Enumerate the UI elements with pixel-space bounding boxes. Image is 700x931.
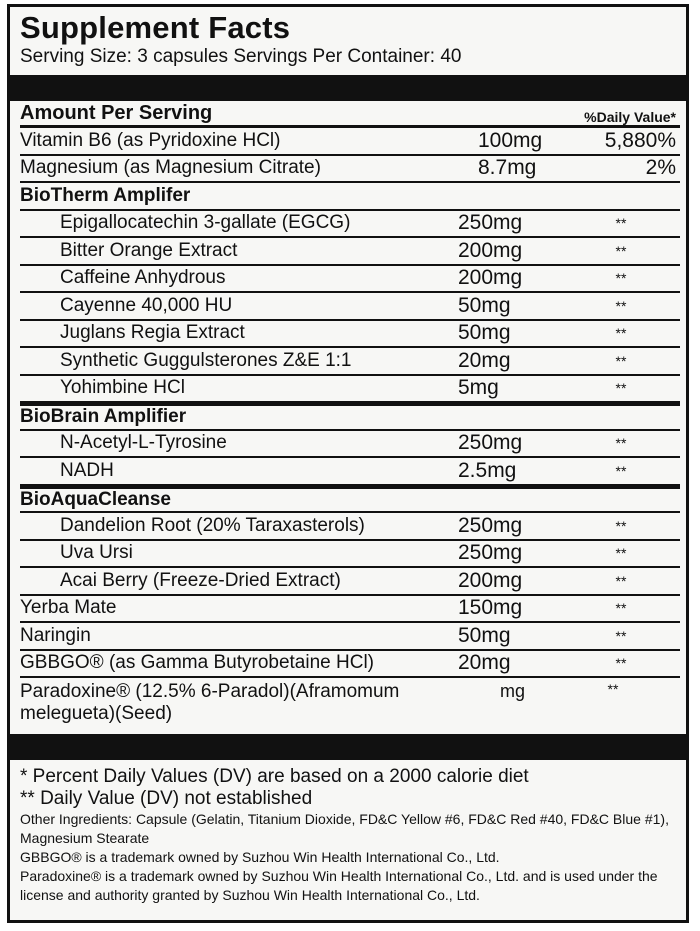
ingredient-dv: ** (615, 600, 627, 617)
nutrient-name: Magnesium (as Magnesium Citrate) (20, 157, 321, 179)
nutrient-dv: 2% (645, 156, 676, 180)
ingredient-amount: 250mg (458, 211, 523, 235)
ingredient-amount: 200mg (458, 266, 523, 290)
ingredient-dv: ** (615, 655, 627, 672)
ingredient-dv: ** (607, 681, 619, 697)
trademark-gbbgo: GBBGO® is a trademark owned by Suzhou Win Health International Co., Ltd. (20, 849, 500, 865)
nutrient-amount: 8.7mg (478, 156, 537, 180)
amount-per-serving-header: Amount Per Serving (20, 102, 213, 124)
ingredient-dv: ** (615, 297, 627, 314)
ingredient-name: Yerba Mate (20, 597, 117, 619)
panel-title: Supplement Facts (20, 10, 291, 45)
ingredient-amount: 250mg (458, 513, 523, 537)
ingredient-amount: 5mg (458, 376, 499, 400)
ingredient-dv: ** (615, 215, 627, 232)
ingredient-amount: 250mg (458, 431, 523, 455)
ingredient-dv: ** (615, 545, 627, 562)
table-row (20, 293, 680, 321)
ingredient-name: GBBGO® (as Gamma Butyrobetaine HCl) (20, 652, 374, 674)
ingredient-amount: 50mg (458, 293, 511, 317)
ingredient-name: N-Acetyl-L-Tyrosine (60, 432, 227, 454)
ingredient-name: Synthetic Guggulsterones Z&E 1:1 (60, 349, 352, 371)
section-title: BioTherm Amplifer (20, 184, 191, 206)
table-row (20, 128, 680, 156)
ingredient-name: Uva Ursi (60, 542, 133, 564)
ingredient-dv: ** (615, 270, 627, 287)
ingredient-dv: ** (615, 517, 627, 534)
ingredient-dv: ** (615, 627, 627, 644)
ingredient-name: Yohimbine HCl (60, 377, 185, 399)
ingredient-name: Bitter Orange Extract (60, 239, 238, 261)
divider-bar-bottom (10, 734, 686, 760)
section-title: BioBrain Amplifier (20, 406, 187, 428)
section-heading-biobrain (20, 403, 680, 431)
nutrient-name: Vitamin B6 (as Pyridoxine HCl) (20, 129, 281, 151)
table-header (20, 101, 680, 128)
ingredient-dv: ** (615, 435, 627, 452)
section-heading-biotherm (20, 183, 680, 211)
nutrient-dv: 5,880% (604, 128, 676, 152)
ingredient-amount: 150mg (458, 596, 523, 620)
table-row (20, 376, 680, 404)
ingredient-name: Dandelion Root (20% Taraxasterols) (60, 514, 365, 536)
table-row (20, 513, 680, 541)
ingredient-amount: 50mg (458, 623, 511, 647)
ingredient-dv: ** (615, 352, 627, 369)
table-row (20, 651, 680, 679)
ingredient-name: Epigallocatechin 3-gallate (EGCG) (60, 212, 351, 234)
ingredient-name: Caffeine Anhydrous (60, 267, 226, 289)
ingredient-amount: 20mg (458, 348, 511, 372)
ingredient-amount: 200mg (458, 568, 523, 592)
ingredient-name: Acai Berry (Freeze-Dried Extract) (60, 569, 341, 591)
ingredient-amount: 250mg (458, 541, 523, 565)
table-row (20, 238, 680, 266)
table-row (20, 623, 680, 651)
footnote-not-established: ** Daily Value (DV) not established (20, 788, 313, 809)
supplement-facts-panel (7, 4, 689, 923)
ingredient-amount: 20mg (458, 651, 511, 675)
footnote-daily-value: * Percent Daily Values (DV) are based on a 2000 calorie diet (20, 766, 529, 787)
table-row (20, 156, 680, 184)
ingredient-dv: ** (615, 572, 627, 589)
divider-bar-top (10, 75, 686, 101)
table-row (20, 266, 680, 294)
ingredient-amount: 50mg (458, 321, 511, 345)
ingredient-name: NADH (60, 459, 114, 481)
ingredient-name: Juglans Regia Extract (60, 322, 245, 344)
ingredient-dv: ** (615, 462, 627, 479)
ingredient-dv: ** (615, 380, 627, 397)
other-ingredients: Other Ingredients: Capsule (Gelatin, Titanium Dioxide, FD&C Yellow #6, FD&C Red #40, FD&C Blue #1), Magnesium Stearate (20, 811, 669, 846)
table-row (20, 211, 680, 239)
section-title: BioAquaCleanse (20, 488, 171, 510)
daily-value-header: %Daily Value* (584, 109, 676, 125)
serving-info: Serving Size: 3 capsules Servings Per Container: 40 (20, 46, 462, 67)
ingredient-amount: mg (500, 681, 526, 701)
ingredient-name: Cayenne 40,000 HU (60, 294, 233, 316)
ingredient-name: Paradoxine® (12.5% 6-Paradol)(Aframomum melegueta)(Seed) (20, 681, 400, 724)
section-heading-bioaquacleanse (20, 486, 680, 514)
ingredient-amount: 2.5mg (458, 458, 517, 482)
ingredient-name: Naringin (20, 624, 91, 646)
table-row (20, 596, 680, 624)
table-row (20, 348, 680, 376)
table-row-paradoxine (20, 678, 680, 726)
table-row (20, 431, 680, 459)
table-row (20, 541, 680, 569)
ingredient-dv: ** (615, 242, 627, 259)
trademark-paradoxine: Paradoxine® is a trademark owned by Suzhou Win Health International Co., Ltd. and is used under the license and authority granted by Suzhou Win Health International Co., Ltd. (20, 868, 658, 903)
nutrient-amount: 100mg (478, 128, 543, 152)
ingredient-dv: ** (615, 325, 627, 342)
table-row (20, 458, 680, 486)
table-row (20, 568, 680, 596)
ingredient-amount: 200mg (458, 238, 523, 262)
table-row (20, 321, 680, 349)
